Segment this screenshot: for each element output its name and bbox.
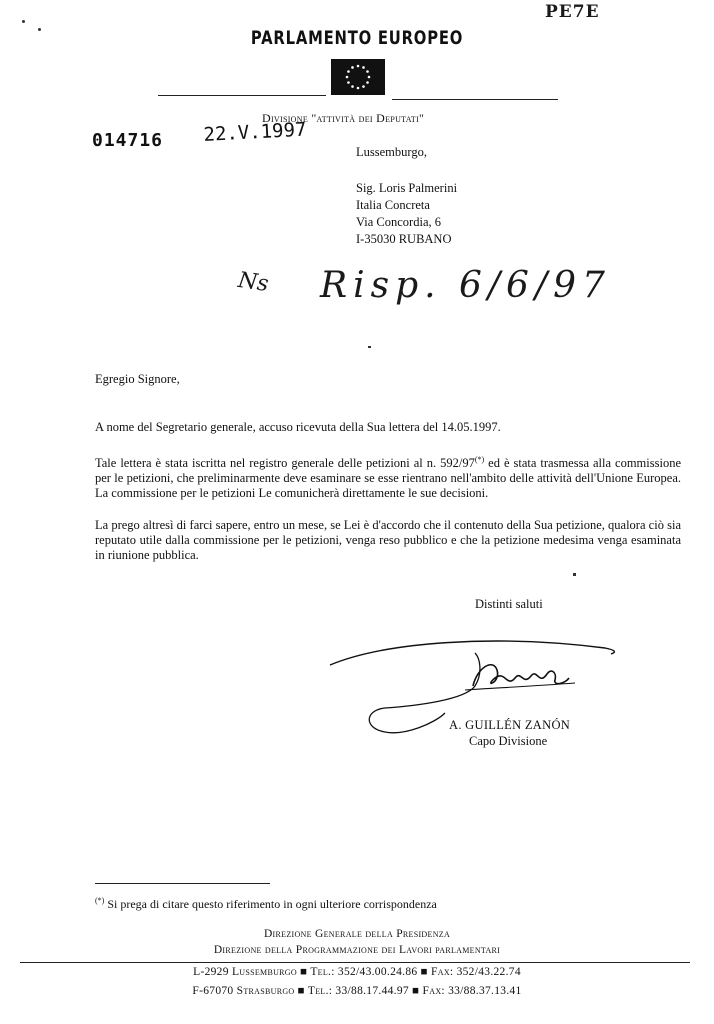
eu-flag-logo <box>331 59 385 95</box>
footnote <box>95 896 437 912</box>
signatory-name: A. GUILLÉN ZANÓN <box>449 718 571 732</box>
corner-handwritten-mark: PE7E <box>545 2 600 22</box>
footnote-text: Si prega di citare questo riferimento in ogni ulteriore corrispondenza <box>107 897 437 911</box>
eu-star <box>351 85 354 88</box>
eu-star <box>362 66 365 69</box>
paragraph-2 <box>95 452 681 501</box>
stamp-date: 22.V.1997 <box>203 118 307 146</box>
division-label: Divisione "attività dei Deputati" <box>262 111 425 125</box>
speck <box>38 28 41 31</box>
footnote-rule <box>95 883 270 884</box>
handwritten-note: Risp. 6/6/97 <box>320 265 611 306</box>
signatory-role: Capo Divisione <box>469 734 548 748</box>
header-title: PARLAMENTO EUROPEO <box>250 27 464 49</box>
eu-star <box>368 76 371 79</box>
eu-star <box>357 87 360 90</box>
eu-star <box>357 65 360 68</box>
stamp-number: 014716 <box>92 130 164 151</box>
paragraph-2-start: Tale lettera è stata iscritta nel registro generale delle petizioni al n. 592/97 <box>95 456 475 471</box>
eu-star <box>366 70 369 73</box>
footer-address-luxembourg: L-2929 Lussemburgo ■ Tel.: 352/43.00.24.86 ■ Fax: 352/43.22.74 <box>193 966 521 978</box>
handwritten-prefix: Ns <box>236 267 271 298</box>
eu-star <box>366 81 369 84</box>
eu-star <box>351 66 354 69</box>
salutation: Egregio Signore, <box>95 372 180 386</box>
footer-department: Direzione della Programmazione dei Lavori parlamentari <box>213 944 501 956</box>
eu-star <box>347 70 350 73</box>
paragraph-3: La prego altresì di farci sapere, entro un mese, se Lei è d'accordo che il contenuto della Sua petizione, qualora ciò sia reputato utile dalla commissione per le petizioni, venga reso pubblico e che la petizione medesima venga esaminata in riunione pubblica. <box>95 518 681 562</box>
header-rule-right <box>392 99 558 100</box>
footnote-ref: (*) <box>474 455 485 464</box>
eu-star <box>362 85 365 88</box>
recipient-line: Via Concordia, 6 <box>356 215 441 229</box>
footer-address-strasbourg: F-67070 Strasburgo ■ Tel.: 33/88.17.44.97 ■ Fax: 33/88.37.13.41 <box>192 985 522 997</box>
closing: Distinti saluti <box>475 597 543 611</box>
recipient-address <box>356 180 457 248</box>
speck <box>22 20 25 23</box>
footer-directorate: Direzione Generale della Presidenza <box>263 928 451 940</box>
footer-rule <box>20 962 690 963</box>
eu-star <box>347 81 350 84</box>
header-rule-left <box>158 95 326 96</box>
speck <box>573 573 576 576</box>
recipient-line: Sig. Loris Palmerini <box>356 181 458 195</box>
paragraph-2-end: ed è stata trasmessa alla commissione per le petizioni, che preliminarmente deve esaminare se esse rientrano nell'ambito delle attività dell'Unione Europea. La commissione per le petizioni Le comunicherà direttamente le sue decisioni. <box>95 456 681 501</box>
place-line: Lussemburgo, <box>356 145 427 159</box>
speck <box>368 346 371 348</box>
recipient-line: Italia Concreta <box>356 198 430 212</box>
eu-star <box>346 76 349 79</box>
paragraph-1: A nome del Segretario generale, accuso ricevuta della Sua lettera del 14.05.1997. <box>95 420 501 434</box>
footnote-mark: (*) <box>95 896 105 905</box>
recipient-line: I-35030 RUBANO <box>356 232 452 246</box>
